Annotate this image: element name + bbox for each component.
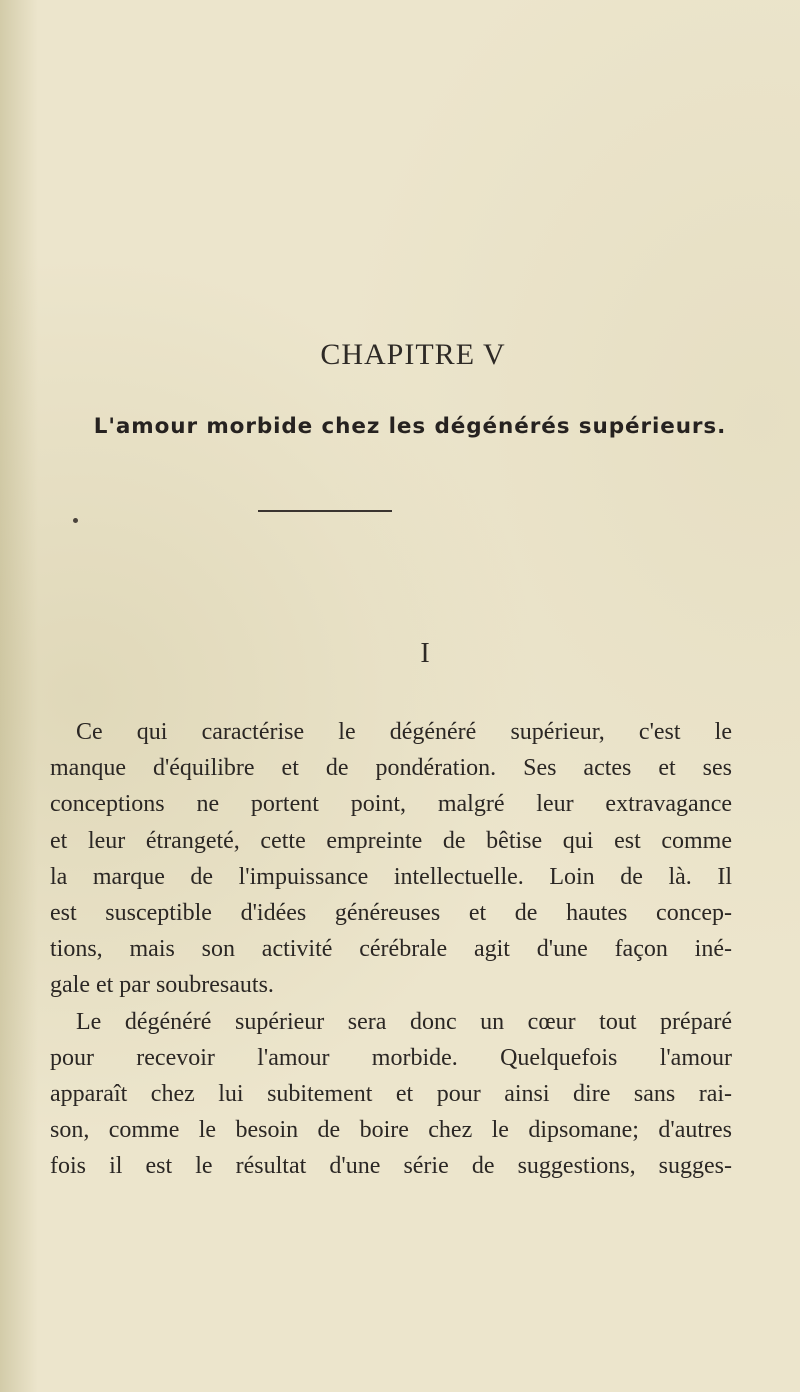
text-line: apparaît chez lui subitement et pour ainsi dire sans rai- <box>50 1081 732 1108</box>
binding-shadow <box>0 0 38 1392</box>
section-number: I <box>420 638 430 669</box>
text-line: conceptions ne portent point, malgré leur extravagance <box>50 791 732 818</box>
chapter-title: L'amour morbide chez les dégénérés supérieurs. <box>93 414 727 439</box>
text-line: est susceptible d'idées généreuses et de hautes concep- <box>50 900 732 927</box>
text-line: tions, mais son activité cérébrale agit d'une façon iné- <box>50 936 732 963</box>
text-line: son, comme le besoin de boire chez le dipsomane; d'autres <box>50 1117 732 1144</box>
text-line: fois il est le résultat d'une série de suggestions, sugges- <box>50 1153 732 1180</box>
chapter-heading: CHAPITRE V <box>320 338 506 371</box>
text-line: pour recevoir l'amour morbide. Quelquefois l'amour <box>50 1044 732 1071</box>
text-line: Ce qui caractérise le dégénéré supérieur, c'est le <box>76 719 732 745</box>
text-line: et leur étrangeté, cette empreinte de bêtise qui est comme <box>50 827 732 854</box>
text-line: manque d'équilibre et de pondération. Ses actes et ses <box>50 755 732 782</box>
text-line: gale et par soubresauts. <box>50 972 274 999</box>
text-line: la marque de l'impuissance intellectuelle. Loin de là. Il <box>50 863 732 890</box>
text-line: Le dégénéré supérieur sera donc un cœur tout préparé <box>76 1008 732 1035</box>
title-divider <box>258 510 392 512</box>
body-text <box>50 714 732 1185</box>
ink-speck <box>73 518 78 523</box>
